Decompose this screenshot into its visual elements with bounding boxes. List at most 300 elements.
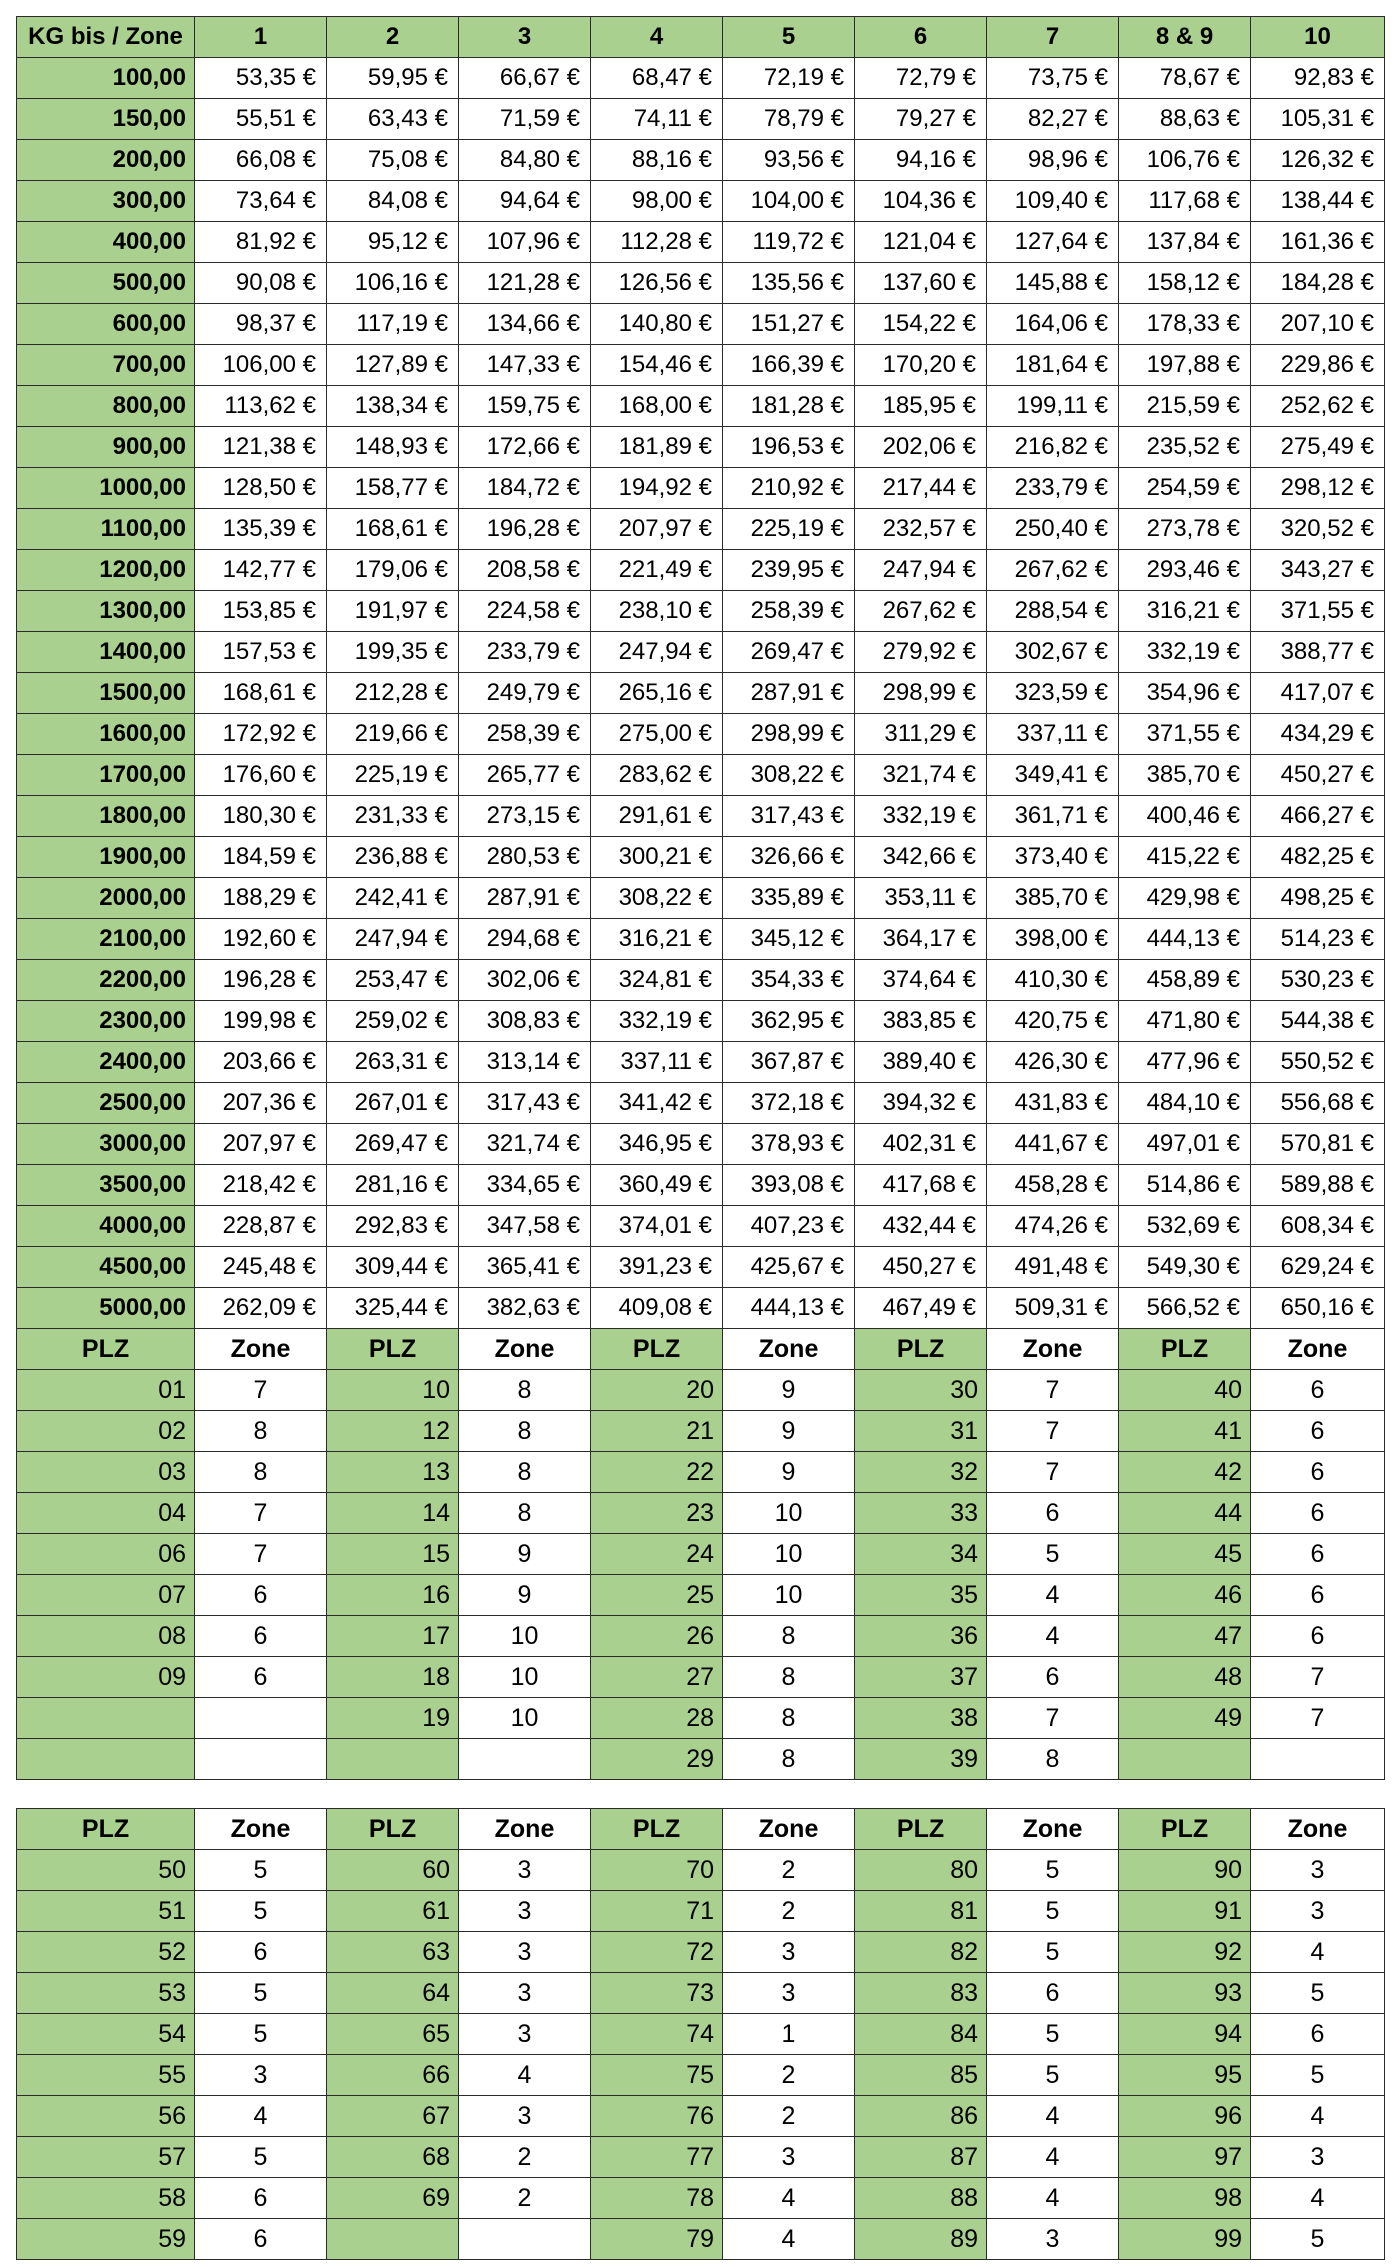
plz-cell: 36 — [855, 1616, 987, 1657]
price-cell: 178,33 € — [1119, 304, 1251, 345]
price-cell: 415,22 € — [1119, 837, 1251, 878]
plz-cell: 01 — [17, 1370, 195, 1411]
weight-cell: 700,00 — [17, 345, 195, 386]
plz-cell: 29 — [591, 1739, 723, 1780]
price-cell: 432,44 € — [855, 1206, 987, 1247]
price-cell: 393,08 € — [723, 1165, 855, 1206]
plz-cell: 04 — [17, 1493, 195, 1534]
price-cell: 159,75 € — [459, 386, 591, 427]
zone-header: Zone — [1251, 1809, 1385, 1850]
zone-cell: 8 — [459, 1411, 591, 1452]
zone-cell: 6 — [1251, 1370, 1385, 1411]
price-cell: 514,23 € — [1251, 919, 1385, 960]
zone-cell: 9 — [459, 1575, 591, 1616]
plz-cell: 33 — [855, 1493, 987, 1534]
price-cell: 491,48 € — [987, 1247, 1119, 1288]
price-cell: 172,66 € — [459, 427, 591, 468]
price-cell: 482,25 € — [1251, 837, 1385, 878]
table-row — [17, 1973, 1385, 2014]
price-cell: 84,08 € — [327, 181, 459, 222]
plz-cell — [1119, 1739, 1251, 1780]
price-cell: 321,74 € — [855, 755, 987, 796]
zone-cell: 8 — [195, 1411, 327, 1452]
zone-cell: 6 — [1251, 1534, 1385, 1575]
weight-cell: 150,00 — [17, 99, 195, 140]
plz-cell: 74 — [591, 2014, 723, 2055]
price-cell: 68,47 € — [591, 58, 723, 99]
price-cell: 236,88 € — [327, 837, 459, 878]
price-cell: 477,96 € — [1119, 1042, 1251, 1083]
price-cell: 242,41 € — [327, 878, 459, 919]
table-row — [17, 345, 1385, 386]
price-cell: 185,95 € — [855, 386, 987, 427]
plz-cell: 58 — [17, 2178, 195, 2219]
price-cell: 325,44 € — [327, 1288, 459, 1329]
price-cell: 532,69 € — [1119, 1206, 1251, 1247]
price-cell: 210,92 € — [723, 468, 855, 509]
table-row — [17, 58, 1385, 99]
plz-cell: 65 — [327, 2014, 459, 2055]
price-cell: 362,95 € — [723, 1001, 855, 1042]
plz-cell: 96 — [1119, 2096, 1251, 2137]
table-row — [17, 591, 1385, 632]
price-cell: 566,52 € — [1119, 1288, 1251, 1329]
price-cell: 364,17 € — [855, 919, 987, 960]
price-cell: 360,49 € — [591, 1165, 723, 1206]
zone-cell: 8 — [459, 1452, 591, 1493]
price-cell: 106,00 € — [195, 345, 327, 386]
weight-cell: 2300,00 — [17, 1001, 195, 1042]
table-row — [17, 509, 1385, 550]
price-cell: 66,08 € — [195, 140, 327, 181]
zone-cell: 5 — [195, 1891, 327, 1932]
plz-header: PLZ — [855, 1329, 987, 1370]
zone-cell: 2 — [723, 1891, 855, 1932]
table-row — [17, 263, 1385, 304]
zone-cell: 10 — [459, 1616, 591, 1657]
zone-cell: 7 — [987, 1698, 1119, 1739]
zone-cell: 6 — [195, 2178, 327, 2219]
price-cell: 53,35 € — [195, 58, 327, 99]
price-cell: 320,52 € — [1251, 509, 1385, 550]
zone-cell — [195, 1698, 327, 1739]
plz-cell: 38 — [855, 1698, 987, 1739]
price-cell: 106,16 € — [327, 263, 459, 304]
price-cell: 332,19 € — [855, 796, 987, 837]
plz-header: PLZ — [1119, 1329, 1251, 1370]
price-cell: 119,72 € — [723, 222, 855, 263]
price-cell: 471,80 € — [1119, 1001, 1251, 1042]
zone-cell: 5 — [195, 2014, 327, 2055]
plz-cell: 70 — [591, 1850, 723, 1891]
price-cell: 497,01 € — [1119, 1124, 1251, 1165]
price-cell: 245,48 € — [195, 1247, 327, 1288]
price-cell: 247,94 € — [327, 919, 459, 960]
price-cell: 113,62 € — [195, 386, 327, 427]
plz-cell: 77 — [591, 2137, 723, 2178]
zone-cell: 2 — [723, 2055, 855, 2096]
table-row — [17, 468, 1385, 509]
price-cell: 88,63 € — [1119, 99, 1251, 140]
zone-cell: 3 — [459, 1891, 591, 1932]
price-cell: 337,11 € — [591, 1042, 723, 1083]
zone-cell: 3 — [1251, 1850, 1385, 1891]
price-cell: 265,77 € — [459, 755, 591, 796]
zone-cell: 7 — [987, 1452, 1119, 1493]
price-cell: 164,06 € — [987, 304, 1119, 345]
price-cell: 385,70 € — [1119, 755, 1251, 796]
price-cell: 225,19 € — [327, 755, 459, 796]
price-cell: 514,86 € — [1119, 1165, 1251, 1206]
zone-cell — [459, 1739, 591, 1780]
zone-cell: 6 — [195, 1932, 327, 1973]
table-row — [17, 550, 1385, 591]
price-cell: 398,00 € — [987, 919, 1119, 960]
plz-cell: 45 — [1119, 1534, 1251, 1575]
plz-cell: 47 — [1119, 1616, 1251, 1657]
zone-cell: 3 — [723, 1932, 855, 1973]
zone-cell: 6 — [1251, 2014, 1385, 2055]
table-row — [17, 2014, 1385, 2055]
price-cell: 172,92 € — [195, 714, 327, 755]
zone-cell: 5 — [1251, 1973, 1385, 2014]
price-cell: 181,89 € — [591, 427, 723, 468]
price-cell: 233,79 € — [987, 468, 1119, 509]
zone-cell: 6 — [987, 1493, 1119, 1534]
price-cell: 235,52 € — [1119, 427, 1251, 468]
table-row — [17, 2178, 1385, 2219]
zone-cell: 5 — [1251, 2055, 1385, 2096]
price-cell: 391,23 € — [591, 1247, 723, 1288]
plz-header: PLZ — [327, 1329, 459, 1370]
plz-cell: 59 — [17, 2219, 195, 2260]
price-cell: 317,43 € — [723, 796, 855, 837]
plz-cell: 12 — [327, 1411, 459, 1452]
zone-cell: 6 — [1251, 1411, 1385, 1452]
price-cell: 346,95 € — [591, 1124, 723, 1165]
zone-cell: 7 — [987, 1411, 1119, 1452]
price-cell: 371,55 € — [1251, 591, 1385, 632]
table-row — [17, 919, 1385, 960]
plz-cell: 60 — [327, 1850, 459, 1891]
plz-header-row — [17, 1809, 1385, 1850]
zone-cell: 5 — [987, 1850, 1119, 1891]
price-cell: 294,68 € — [459, 919, 591, 960]
price-cell: 208,58 € — [459, 550, 591, 591]
price-cell: 147,33 € — [459, 345, 591, 386]
price-cell: 218,42 € — [195, 1165, 327, 1206]
table-row — [17, 1165, 1385, 1206]
price-cell: 212,28 € — [327, 673, 459, 714]
price-cell: 84,80 € — [459, 140, 591, 181]
zone-cell: 7 — [1251, 1698, 1385, 1739]
price-cell: 354,96 € — [1119, 673, 1251, 714]
price-cell: 217,44 € — [855, 468, 987, 509]
price-cell: 138,44 € — [1251, 181, 1385, 222]
price-header-row — [17, 17, 1385, 58]
price-cell: 92,83 € — [1251, 58, 1385, 99]
weight-cell: 1400,00 — [17, 632, 195, 673]
price-cell: 550,52 € — [1251, 1042, 1385, 1083]
price-cell: 73,64 € — [195, 181, 327, 222]
price-cell: 347,58 € — [459, 1206, 591, 1247]
plz-cell: 76 — [591, 2096, 723, 2137]
plz-cell: 75 — [591, 2055, 723, 2096]
zone-header: Zone — [459, 1809, 591, 1850]
table-row — [17, 1206, 1385, 1247]
price-cell: 374,64 € — [855, 960, 987, 1001]
table-row — [17, 99, 1385, 140]
price-cell: 556,68 € — [1251, 1083, 1385, 1124]
plz-header: PLZ — [1119, 1809, 1251, 1850]
price-cell: 199,35 € — [327, 632, 459, 673]
plz-cell: 69 — [327, 2178, 459, 2219]
plz-cell: 52 — [17, 1932, 195, 1973]
plz-cell: 48 — [1119, 1657, 1251, 1698]
price-cell: 188,29 € — [195, 878, 327, 919]
price-cell: 95,12 € — [327, 222, 459, 263]
weight-cell: 400,00 — [17, 222, 195, 263]
zone-cell: 8 — [723, 1616, 855, 1657]
plz-cell: 80 — [855, 1850, 987, 1891]
zone-cell: 5 — [195, 1973, 327, 2014]
price-cell: 291,61 € — [591, 796, 723, 837]
price-cell: 72,19 € — [723, 58, 855, 99]
plz-cell: 02 — [17, 1411, 195, 1452]
table-row — [17, 140, 1385, 181]
price-cell: 509,31 € — [987, 1288, 1119, 1329]
weight-cell: 1200,00 — [17, 550, 195, 591]
plz-cell: 17 — [327, 1616, 459, 1657]
price-cell: 194,92 € — [591, 468, 723, 509]
price-cell: 382,63 € — [459, 1288, 591, 1329]
price-cell: 106,76 € — [1119, 140, 1251, 181]
weight-cell: 2400,00 — [17, 1042, 195, 1083]
price-cell: 283,62 € — [591, 755, 723, 796]
zone-cell: 5 — [987, 1932, 1119, 1973]
plz-cell: 25 — [591, 1575, 723, 1616]
price-cell: 191,97 € — [327, 591, 459, 632]
zone-cell: 3 — [1251, 1891, 1385, 1932]
price-cell: 196,28 € — [459, 509, 591, 550]
zone-cell: 3 — [459, 1850, 591, 1891]
plz-cell: 54 — [17, 2014, 195, 2055]
price-cell: 373,40 € — [987, 837, 1119, 878]
table-row — [17, 1850, 1385, 1891]
price-cell: 269,47 € — [723, 632, 855, 673]
price-cell: 225,19 € — [723, 509, 855, 550]
plz-cell: 37 — [855, 1657, 987, 1698]
table-row — [17, 304, 1385, 345]
weight-cell: 900,00 — [17, 427, 195, 468]
zone-cell: 1 — [723, 2014, 855, 2055]
plz-zone-table-2 — [16, 1808, 1385, 2260]
plz-cell: 99 — [1119, 2219, 1251, 2260]
price-cell: 365,41 € — [459, 1247, 591, 1288]
price-cell: 154,22 € — [855, 304, 987, 345]
price-cell: 275,49 € — [1251, 427, 1385, 468]
price-cell: 82,27 € — [987, 99, 1119, 140]
weight-cell: 2200,00 — [17, 960, 195, 1001]
zone-cell: 8 — [195, 1452, 327, 1493]
plz-cell: 93 — [1119, 1973, 1251, 2014]
price-cell: 425,67 € — [723, 1247, 855, 1288]
zone-cell: 6 — [987, 1973, 1119, 2014]
plz-cell: 63 — [327, 1932, 459, 1973]
table-row — [17, 1616, 1385, 1657]
price-cell: 426,30 € — [987, 1042, 1119, 1083]
price-cell: 181,28 € — [723, 386, 855, 427]
plz-cell: 73 — [591, 1973, 723, 2014]
plz-header-row — [17, 1329, 1385, 1370]
zone-cell: 6 — [987, 1657, 1119, 1698]
price-cell: 332,19 € — [1119, 632, 1251, 673]
weight-cell: 800,00 — [17, 386, 195, 427]
price-cell: 324,81 € — [591, 960, 723, 1001]
price-cell: 361,71 € — [987, 796, 1119, 837]
plz-cell: 83 — [855, 1973, 987, 2014]
zone-cell: 3 — [459, 1973, 591, 2014]
price-cell: 184,28 € — [1251, 263, 1385, 304]
price-cell: 135,39 € — [195, 509, 327, 550]
price-cell: 184,59 € — [195, 837, 327, 878]
price-cell: 154,46 € — [591, 345, 723, 386]
plz-cell: 07 — [17, 1575, 195, 1616]
plz-cell: 34 — [855, 1534, 987, 1575]
plz-cell — [17, 1698, 195, 1739]
price-cell: 265,16 € — [591, 673, 723, 714]
price-cell: 321,74 € — [459, 1124, 591, 1165]
price-cell: 98,96 € — [987, 140, 1119, 181]
plz-cell — [327, 1739, 459, 1780]
zone-cell: 7 — [987, 1370, 1119, 1411]
price-cell: 239,95 € — [723, 550, 855, 591]
price-cell: 383,85 € — [855, 1001, 987, 1042]
weight-cell: 4500,00 — [17, 1247, 195, 1288]
price-cell: 341,42 € — [591, 1083, 723, 1124]
table-row — [17, 837, 1385, 878]
weight-cell: 1500,00 — [17, 673, 195, 714]
weight-cell: 5000,00 — [17, 1288, 195, 1329]
price-cell: 228,87 € — [195, 1206, 327, 1247]
price-cell: 498,25 € — [1251, 878, 1385, 919]
zone-cell: 9 — [723, 1370, 855, 1411]
price-cell: 180,30 € — [195, 796, 327, 837]
plz-cell: 67 — [327, 2096, 459, 2137]
plz-cell: 32 — [855, 1452, 987, 1493]
price-cell: 121,28 € — [459, 263, 591, 304]
zone-cell: 4 — [987, 2096, 1119, 2137]
price-cell: 308,83 € — [459, 1001, 591, 1042]
plz-cell: 49 — [1119, 1698, 1251, 1739]
plz-cell: 81 — [855, 1891, 987, 1932]
zone-cell: 3 — [1251, 2137, 1385, 2178]
plz-cell: 30 — [855, 1370, 987, 1411]
zone-cell: 9 — [723, 1452, 855, 1493]
zone-cell: 10 — [459, 1657, 591, 1698]
plz-zone-table-1 — [16, 1328, 1385, 1780]
zone-header: Zone — [987, 1329, 1119, 1370]
price-cell: 104,36 € — [855, 181, 987, 222]
price-cell: 273,15 € — [459, 796, 591, 837]
zone-cell: 7 — [1251, 1657, 1385, 1698]
price-cell: 121,38 € — [195, 427, 327, 468]
zone-cell: 5 — [987, 1891, 1119, 1932]
zone-cell: 8 — [987, 1739, 1119, 1780]
price-cell: 267,62 € — [855, 591, 987, 632]
plz-cell: 35 — [855, 1575, 987, 1616]
price-cell: 298,12 € — [1251, 468, 1385, 509]
table-row — [17, 960, 1385, 1001]
price-cell: 309,44 € — [327, 1247, 459, 1288]
zone-cell: 4 — [723, 2178, 855, 2219]
plz-cell: 90 — [1119, 1850, 1251, 1891]
price-cell: 372,18 € — [723, 1083, 855, 1124]
zone-cell: 8 — [723, 1739, 855, 1780]
zone-cell: 9 — [459, 1534, 591, 1575]
price-cell: 137,84 € — [1119, 222, 1251, 263]
price-cell: 420,75 € — [987, 1001, 1119, 1042]
table-row — [17, 2137, 1385, 2178]
price-cell: 127,89 € — [327, 345, 459, 386]
price-cell: 181,64 € — [987, 345, 1119, 386]
price-cell: 474,26 € — [987, 1206, 1119, 1247]
price-cell: 250,40 € — [987, 509, 1119, 550]
price-cell: 231,33 € — [327, 796, 459, 837]
price-cell: 170,20 € — [855, 345, 987, 386]
price-cell: 293,46 € — [1119, 550, 1251, 591]
plz-header: PLZ — [855, 1809, 987, 1850]
zone-header: 3 — [459, 17, 591, 58]
zone-cell: 8 — [459, 1493, 591, 1534]
price-cell: 90,08 € — [195, 263, 327, 304]
price-cell: 199,98 € — [195, 1001, 327, 1042]
price-cell: 104,00 € — [723, 181, 855, 222]
zone-cell: 5 — [987, 2055, 1119, 2096]
price-cell: 280,53 € — [459, 837, 591, 878]
zone-header: 1 — [195, 17, 327, 58]
plz-cell: 78 — [591, 2178, 723, 2219]
price-cell: 176,60 € — [195, 755, 327, 796]
price-cell: 196,28 € — [195, 960, 327, 1001]
zone-cell: 8 — [459, 1370, 591, 1411]
price-cell: 407,23 € — [723, 1206, 855, 1247]
table-row — [17, 1891, 1385, 1932]
price-cell: 153,85 € — [195, 591, 327, 632]
price-cell: 121,04 € — [855, 222, 987, 263]
price-cell: 253,47 € — [327, 960, 459, 1001]
weight-cell: 2000,00 — [17, 878, 195, 919]
price-cell: 353,11 € — [855, 878, 987, 919]
table-row — [17, 1288, 1385, 1329]
weight-cell: 500,00 — [17, 263, 195, 304]
price-cell: 166,39 € — [723, 345, 855, 386]
price-cell: 221,49 € — [591, 550, 723, 591]
zone-cell: 6 — [1251, 1575, 1385, 1616]
zone-cell: 8 — [723, 1698, 855, 1739]
plz-header: PLZ — [591, 1329, 723, 1370]
zone-cell: 3 — [723, 1973, 855, 2014]
weight-cell: 1800,00 — [17, 796, 195, 837]
price-cell: 484,10 € — [1119, 1083, 1251, 1124]
price-cell: 88,16 € — [591, 140, 723, 181]
weight-cell: 1600,00 — [17, 714, 195, 755]
zone-cell: 4 — [723, 2219, 855, 2260]
zone-header: 2 — [327, 17, 459, 58]
price-cell: 450,27 € — [855, 1247, 987, 1288]
plz-cell: 92 — [1119, 1932, 1251, 1973]
weight-cell: 1900,00 — [17, 837, 195, 878]
